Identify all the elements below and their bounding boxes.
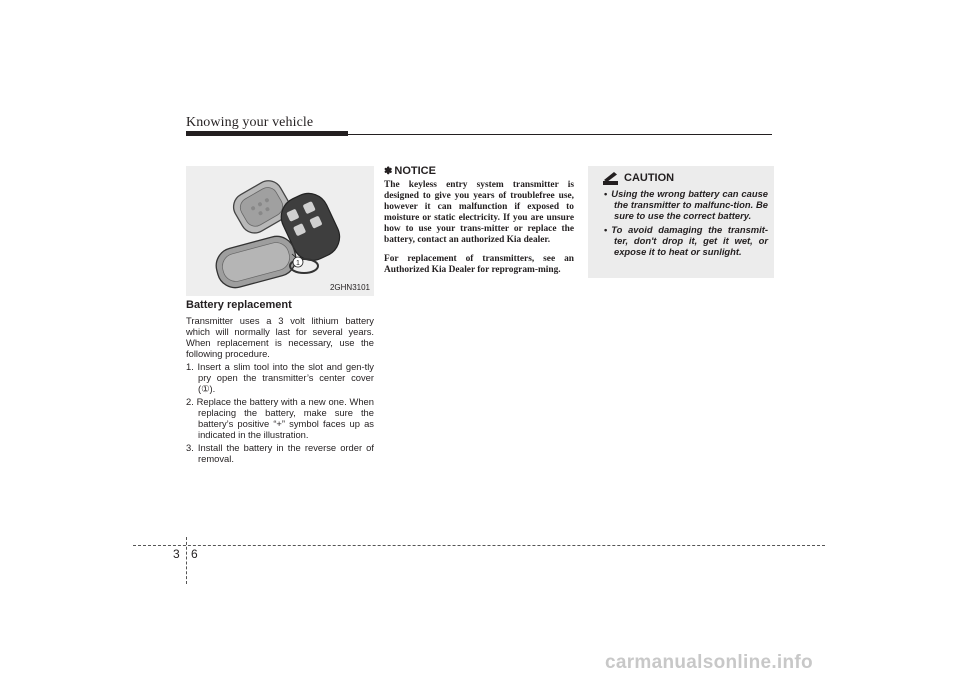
header-bar (186, 131, 348, 136)
notice-paragraph: For replacement of transmitters, see an Authorized Kia Dealer for reprogram-ming. (384, 254, 574, 275)
transmitter-illustration (186, 166, 374, 296)
section-heading: Battery replacement (186, 299, 292, 311)
notice-heading (384, 165, 574, 178)
caution-pencil-icon (603, 172, 618, 185)
procedure-step: 2. Replace the battery with a new one. When replacing the battery, make sure the battery’s positive “+” symbol faces up as indicated in the illustration. (186, 396, 374, 440)
procedure-steps (186, 361, 374, 464)
procedure-step: 1. Insert a slim tool into the slot and gen-tly pry open the transmitter’s center cover (①). (186, 361, 374, 394)
caution-item: • Using the wrong battery can cause the transmitter to malfunc-tion. Be sure to use the correct battery. (604, 188, 768, 221)
procedure-step: 3. Install the battery in the reverse order of removal. (186, 442, 374, 464)
chapter-number: 3 (173, 547, 180, 561)
header-rule (348, 134, 772, 135)
notice-mark-icon: ✽ (384, 166, 393, 177)
battery-intro: Transmitter uses a 3 volt lithium battery which will normally last for several years. When replacement is necessary, use the following procedure. (186, 315, 374, 359)
footer-divider (186, 537, 187, 584)
callout-number: 1 (296, 260, 300, 267)
page-header-title: Knowing your vehicle (186, 115, 314, 130)
caution-box (588, 166, 774, 278)
notice-section (384, 165, 574, 284)
battery-section (186, 299, 374, 466)
caution-title: CAUTION (624, 172, 675, 184)
caution-item: • To avoid damaging the transmit-ter, don't drop it, get it wet, or expose it to heat or sunlight. (604, 224, 768, 257)
figure-code: 2GHN3101 (329, 283, 370, 292)
key-fob-drawing (186, 166, 374, 296)
notice-paragraph: The keyless entry system transmitter is designed to give you years of troublefree use, however it can malfunction if exposed to moisture or static electricity. If you are unsure how to use your trans-mitter or replace the battery, contact an authorized Kia dealer. (384, 180, 574, 245)
footer-rule (133, 545, 825, 546)
caution-header (603, 172, 768, 185)
notice-title: NOTICE (394, 165, 436, 177)
page-number: 6 (191, 547, 198, 561)
site-watermark: carmanualsonline.info (605, 652, 813, 673)
caution-list (594, 188, 768, 257)
